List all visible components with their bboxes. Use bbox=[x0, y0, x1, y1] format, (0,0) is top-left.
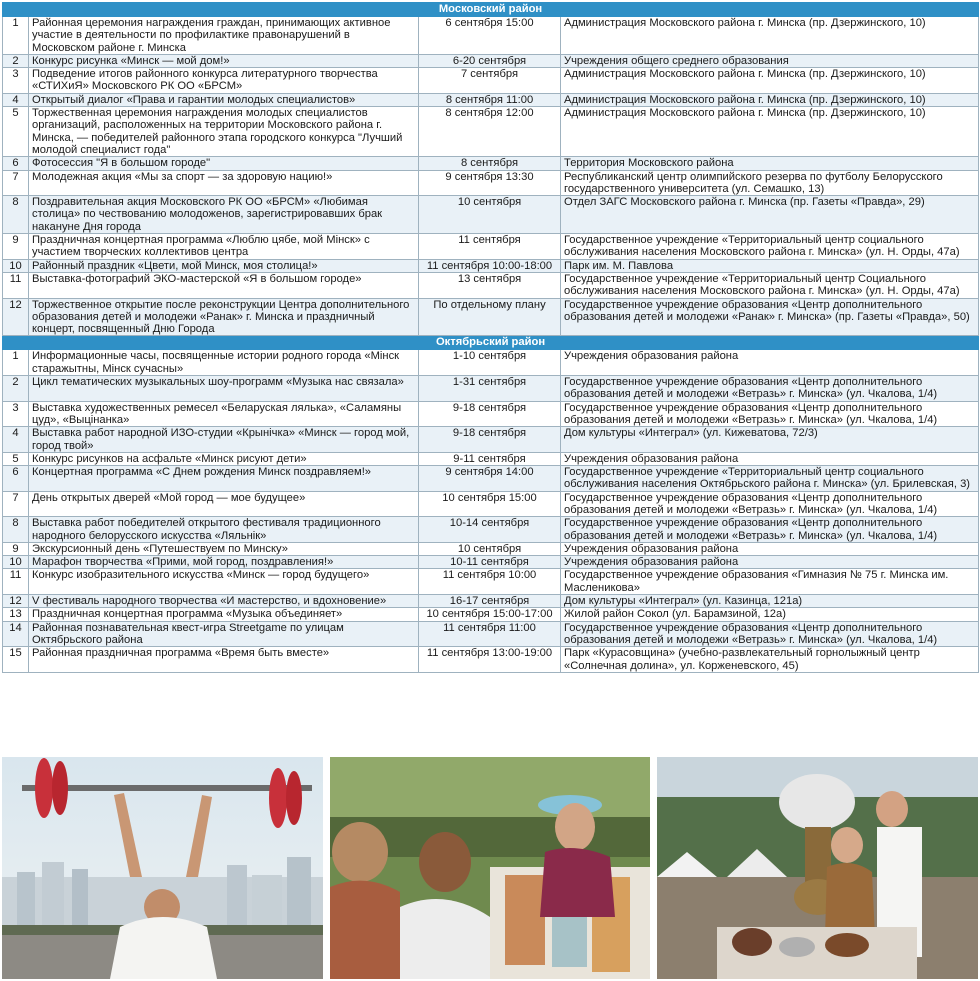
event-date: 11 сентября 10:00 bbox=[419, 569, 561, 595]
table-row bbox=[3, 647, 979, 673]
event-name: Выставка художественных ремесел «Беларуская лялька», «Саламяны цуд», «Выцінанка» bbox=[29, 401, 419, 427]
event-date: 8 сентября 12:00 bbox=[419, 107, 561, 157]
event-date: 16-17 сентября bbox=[419, 595, 561, 608]
event-place: Учреждения общего среднего образования bbox=[561, 54, 979, 67]
table-row bbox=[3, 17, 979, 55]
row-number: 11 bbox=[3, 569, 29, 595]
event-place: Государственное учреждение образования «Центр дополнительного образования детей и молодежи «Ветразь» г. Минска» (ул. Чкалова, 1/4) bbox=[561, 401, 979, 427]
event-place: Администрация Московского района г. Минска (пр. Дзержинского, 10) bbox=[561, 17, 979, 55]
table-row bbox=[3, 452, 979, 465]
event-name: Районный праздник «Цвети, мой Минск, моя столица!» bbox=[29, 259, 419, 272]
event-name: Экскурсионный день «Путешествуем по Минску» bbox=[29, 542, 419, 555]
section-header bbox=[3, 336, 979, 350]
event-place: Государственное учреждение образования «Центр дополнительного образования детей и молодежи «Ветразь» г. Минска» (ул. Чкалова, 1/4) bbox=[561, 491, 979, 517]
table-row bbox=[3, 595, 979, 608]
event-name: Праздничная концертная программа «Люблю цябе, мой Мінск» с участием творческих коллективов центра bbox=[29, 234, 419, 260]
event-place: Государственное учреждение образования «Центр дополнительного образования детей и молодежи «Ветразь» г. Минска» (ул. Чкалова, 1/4) bbox=[561, 517, 979, 543]
event-date: 7 сентября bbox=[419, 68, 561, 94]
event-date: 9 сентября 13:30 bbox=[419, 170, 561, 196]
row-number: 9 bbox=[3, 542, 29, 555]
event-date: 11 сентября 13:00-19:00 bbox=[419, 647, 561, 673]
table-row bbox=[3, 107, 979, 157]
row-number: 15 bbox=[3, 647, 29, 673]
event-name: Подведение итогов районного конкурса литературного творчества «СТИХиЯ» Московского РК ОО «БРСМ» bbox=[29, 68, 419, 94]
photo-historical-costume bbox=[657, 757, 978, 979]
event-date: 10 сентября bbox=[419, 542, 561, 555]
event-place: Государственное учреждение образования «Центр дополнительного образования детей и молодежи «Ветразь» г. Минска» (ул. Чкалова, 1/4) bbox=[561, 621, 979, 647]
event-place: Государственное учреждение образования «Гимназия № 75 г. Минска им. Масленикова» bbox=[561, 569, 979, 595]
row-number: 6 bbox=[3, 466, 29, 492]
event-name: Цикл тематических музыкальных шоу-программ «Музыка нас связала» bbox=[29, 376, 419, 402]
photo-crafts-fair bbox=[330, 757, 650, 979]
event-date: 10 сентября bbox=[419, 196, 561, 234]
event-place: Жилой район Сокол (ул. Барамзиной, 12а) bbox=[561, 608, 979, 621]
table-row bbox=[3, 517, 979, 543]
event-name: Выставка-фотографий ЭКО-мастерской «Я в большом городе» bbox=[29, 272, 419, 298]
event-name: Выставка работ народной ИЗО-студии «Крынічка» «Минск — город мой, город твой» bbox=[29, 427, 419, 453]
section-header bbox=[3, 3, 979, 17]
row-number: 2 bbox=[3, 376, 29, 402]
table-row bbox=[3, 350, 979, 376]
event-name: Торжественное открытие после реконструкции Центра дополнительного образования детей и молодежи «Ранак» г. Минска и праздничный концерт, посвященный Дню Города bbox=[29, 298, 419, 336]
table-row bbox=[3, 569, 979, 595]
table-row bbox=[3, 491, 979, 517]
event-name: Выставка работ победителей открытого фестиваля традиционного народного белорусского искусства «Ляльнік» bbox=[29, 517, 419, 543]
row-number: 14 bbox=[3, 621, 29, 647]
event-name: Концертная программа «С Днем рождения Минск поздравляем!» bbox=[29, 466, 419, 492]
event-name: Открытый диалог «Права и гарантии молодых специалистов» bbox=[29, 93, 419, 106]
row-number: 4 bbox=[3, 427, 29, 453]
table-row bbox=[3, 298, 979, 336]
table-row bbox=[3, 157, 979, 170]
table-row bbox=[3, 542, 979, 555]
event-name: День открытых дверей «Мой город — мое будущее» bbox=[29, 491, 419, 517]
event-date: 9-18 сентября bbox=[419, 401, 561, 427]
table-row bbox=[3, 466, 979, 492]
section-title: Октябрьский район bbox=[3, 336, 979, 350]
event-place: Территория Московского района bbox=[561, 157, 979, 170]
event-date: 9-18 сентября bbox=[419, 427, 561, 453]
row-number: 7 bbox=[3, 170, 29, 196]
row-number: 10 bbox=[3, 259, 29, 272]
event-name: Марафон творчества «Прими, мой город, поздравления!» bbox=[29, 556, 419, 569]
row-number: 8 bbox=[3, 196, 29, 234]
table-row bbox=[3, 401, 979, 427]
event-name: Торжественная церемония награждения молодых специалистов организаций, расположенных на территории Московского района г. Минска, — победителей районного этапа городского конкурса "Лучший молодой специалист года" bbox=[29, 107, 419, 157]
row-number: 5 bbox=[3, 107, 29, 157]
table-row bbox=[3, 376, 979, 402]
photo-strip bbox=[2, 757, 978, 979]
event-place: Учреждения образования района bbox=[561, 452, 979, 465]
event-date: 9 сентября 14:00 bbox=[419, 466, 561, 492]
table-row bbox=[3, 427, 979, 453]
event-date: 1-31 сентября bbox=[419, 376, 561, 402]
event-place: Государственное учреждение образования «Центр дополнительного образования детей и молодежи «Ранак» г. Минска» (пр. Газеты «Правда», 50) bbox=[561, 298, 979, 336]
event-place: Администрация Московского района г. Минска (пр. Дзержинского, 10) bbox=[561, 107, 979, 157]
event-place: Республиканский центр олимпийского резерва по футболу Белорусского государственного университета (ул. Семашко, 13) bbox=[561, 170, 979, 196]
event-place: Учреждения образования района bbox=[561, 556, 979, 569]
table-row bbox=[3, 170, 979, 196]
section-title: Московский район bbox=[3, 3, 979, 17]
row-number: 6 bbox=[3, 157, 29, 170]
event-place: Администрация Московского района г. Минска (пр. Дзержинского, 10) bbox=[561, 68, 979, 94]
table-row bbox=[3, 196, 979, 234]
row-number: 7 bbox=[3, 491, 29, 517]
event-name: Районная познавательная квест-игра Streetgame по улицам Октябрьского района bbox=[29, 621, 419, 647]
event-date: По отдельному плану bbox=[419, 298, 561, 336]
table-row bbox=[3, 608, 979, 621]
photo-strongman bbox=[2, 757, 323, 979]
row-number: 3 bbox=[3, 68, 29, 94]
event-name: Молодежная акция «Мы за спорт — за здоровую нацию!» bbox=[29, 170, 419, 196]
event-place: Отдел ЗАГС Московского района г. Минска (пр. Газеты «Правда», 29) bbox=[561, 196, 979, 234]
event-place: Парк им. М. Павлова bbox=[561, 259, 979, 272]
event-date: 8 сентября 11:00 bbox=[419, 93, 561, 106]
event-date: 11 сентября 11:00 bbox=[419, 621, 561, 647]
event-date: 8 сентября bbox=[419, 157, 561, 170]
event-place: Дом культуры «Интеграл» (ул. Казинца, 121а) bbox=[561, 595, 979, 608]
table-row bbox=[3, 272, 979, 298]
schedule-table bbox=[2, 2, 979, 673]
row-number: 4 bbox=[3, 93, 29, 106]
table-row bbox=[3, 93, 979, 106]
row-number: 5 bbox=[3, 452, 29, 465]
event-name: Районная праздничная программа «Время быть вместе» bbox=[29, 647, 419, 673]
row-number: 11 bbox=[3, 272, 29, 298]
event-name: Конкурс изобразительного искусства «Минск — город будущего» bbox=[29, 569, 419, 595]
event-name: Районная церемония награждения граждан, принимающих активное участие в деятельности по профилактике правонарушений в Московском районе г. Минска bbox=[29, 17, 419, 55]
row-number: 2 bbox=[3, 54, 29, 67]
table-row bbox=[3, 68, 979, 94]
event-date: 10-11 сентября bbox=[419, 556, 561, 569]
row-number: 3 bbox=[3, 401, 29, 427]
event-date: 13 сентября bbox=[419, 272, 561, 298]
event-name: Конкурс рисунка «Минск — мой дом!» bbox=[29, 54, 419, 67]
event-place: Государственное учреждение образования «Центр дополнительного образования детей и молодежи «Ветразь» г. Минска» (ул. Чкалова, 1/4) bbox=[561, 376, 979, 402]
event-date: 6-20 сентября bbox=[419, 54, 561, 67]
event-place: Государственное учреждение «Территориальный центр Социального обслуживания населения Московского района г. Минска» (ул. Н. Орды, 47а) bbox=[561, 272, 979, 298]
event-date: 9-11 сентября bbox=[419, 452, 561, 465]
event-name: Конкурс рисунков на асфальте «Минск рисуют дети» bbox=[29, 452, 419, 465]
event-name: Фотосессия "Я в большом городе" bbox=[29, 157, 419, 170]
row-number: 1 bbox=[3, 17, 29, 55]
event-name: V фестиваль народного творчества «И мастерство, и вдохновение» bbox=[29, 595, 419, 608]
row-number: 8 bbox=[3, 517, 29, 543]
row-number: 10 bbox=[3, 556, 29, 569]
event-place: Государственное учреждение «Территориальный центр социального обслуживания населения Октябрьского района г. Минска» (ул. Брилевская, 3) bbox=[561, 466, 979, 492]
event-date: 1-10 сентября bbox=[419, 350, 561, 376]
table-row bbox=[3, 54, 979, 67]
event-place: Учреждения образования района bbox=[561, 350, 979, 376]
table-row bbox=[3, 259, 979, 272]
table-row bbox=[3, 556, 979, 569]
event-place: Администрация Московского района г. Минска (пр. Дзержинского, 10) bbox=[561, 93, 979, 106]
event-date: 6 сентября 15:00 bbox=[419, 17, 561, 55]
event-place: Учреждения образования района bbox=[561, 542, 979, 555]
event-date: 10-14 сентября bbox=[419, 517, 561, 543]
table-row bbox=[3, 234, 979, 260]
row-number: 9 bbox=[3, 234, 29, 260]
row-number: 12 bbox=[3, 298, 29, 336]
row-number: 12 bbox=[3, 595, 29, 608]
event-place: Государственное учреждение «Территориальный центр социального обслуживания населения Московского района г. Минска» (ул. Н. Орды, 47а) bbox=[561, 234, 979, 260]
event-name: Информационные часы, посвященные истории родного города «Мінск старажытны, Мінск сучасны» bbox=[29, 350, 419, 376]
row-number: 1 bbox=[3, 350, 29, 376]
table-row bbox=[3, 621, 979, 647]
event-place: Парк «Курасовщина» (учебно-развлекательный горнолыжный центр «Солнечная долина», ул. Корженевского, 45) bbox=[561, 647, 979, 673]
event-name: Поздравительная акция Московского РК ОО «БРСМ» «Любимая столица» по чествованию молодоженов, зарегистрировавших брак накануне Дня города bbox=[29, 196, 419, 234]
event-place: Дом культуры «Интеграл» (ул. Кижеватова, 72/3) bbox=[561, 427, 979, 453]
event-name: Праздничная концертная программа «Музыка объединяет» bbox=[29, 608, 419, 621]
event-date: 11 сентября bbox=[419, 234, 561, 260]
event-date: 11 сентября 10:00-18:00 bbox=[419, 259, 561, 272]
event-date: 10 сентября 15:00 bbox=[419, 491, 561, 517]
event-date: 10 сентября 15:00-17:00 bbox=[419, 608, 561, 621]
row-number: 13 bbox=[3, 608, 29, 621]
